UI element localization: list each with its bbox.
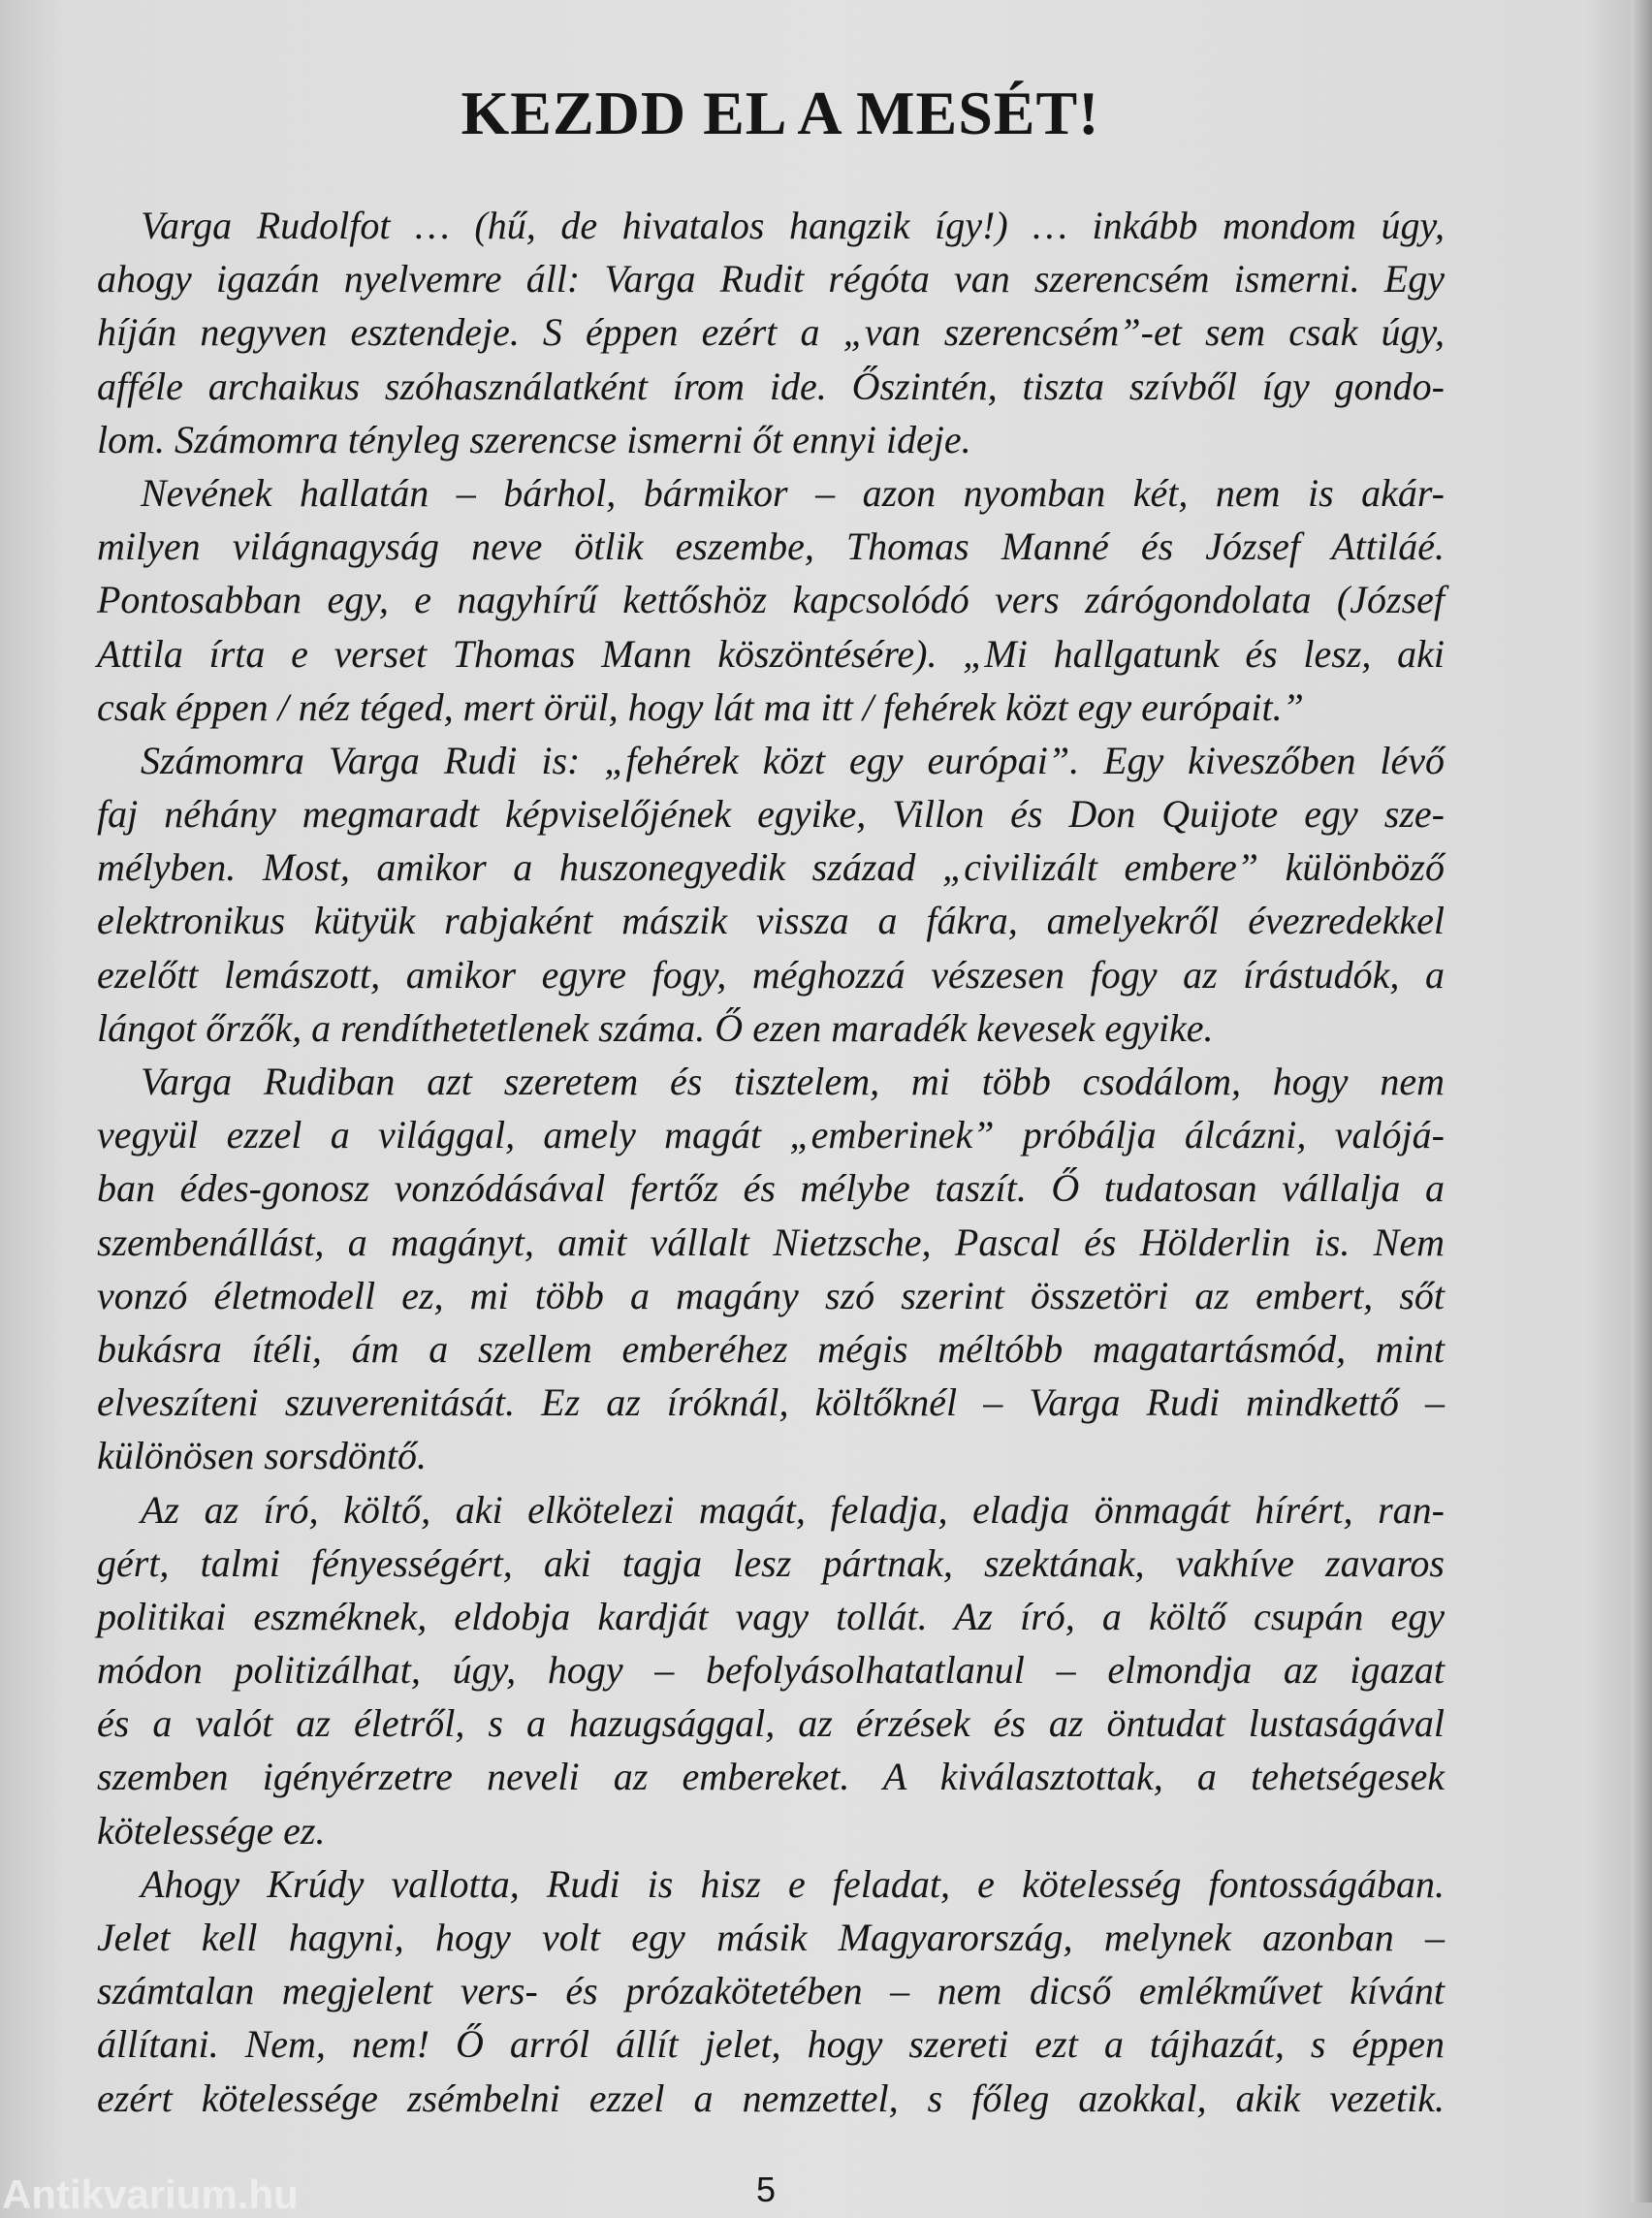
text-line: állítani. Nem, nem! Ő arról állít jelet, hogy szereti ezt a tájhazát, s éppen <box>97 2022 1445 2067</box>
text-line: Jelet kell hagyni, hogy volt egy másik Magyarország, melynek azonban – <box>97 1916 1445 1959</box>
text-line: Pontosabban egy, e nagyhírű kettőshöz kapcsolódó vers zárógondolata (József <box>97 578 1445 622</box>
text-line: mélyben. Most, amikor a huszonegyedik század „civilizált embere” különböző <box>97 845 1445 890</box>
text-line: ban édes-gonosz vonzódásával fertőz és mélybe taszít. Ő tudatosan vállalja a <box>97 1166 1445 1211</box>
text-line: Ahogy Krúdy vallotta, Rudi is hisz e feladat, e kötelesség fontosságában. <box>141 1861 1445 1906</box>
watermark: Antikvarium.hu <box>2 2171 299 2217</box>
text-line: ezért kötelessége zsémbelni ezzel a nemzettel, s főleg azokkal, akik vezetik. <box>97 2075 1445 2120</box>
text-line: különösen sorsdöntő. <box>97 1434 427 1478</box>
page-number: 5 <box>756 2170 777 2209</box>
text-line: lángot őrzők, a rendíthetetlenek száma. Ő ezen maradék kevesek egyike. <box>97 1005 1214 1050</box>
text-line: Nevének hallatán – bárhol, bármikor – azon nyomban két, nem is akár- <box>141 470 1445 515</box>
text-line: csak éppen / néz téged, mert örül, hogy lát ma itt / fehérek közt egy európait.” <box>97 684 1304 729</box>
text-line: gért, talmi fényességért, aki tagja lesz pártnak, szektának, vakhíve zavaros <box>97 1540 1445 1585</box>
text-line: Az az író, költő, aki elkötelezi magát, feladja, eladja önmagát hírért, ran- <box>141 1487 1445 1532</box>
text-line: vegyül ezzel a világgal, amely magát „emberinek” próbálja álcázni, valójá- <box>97 1113 1445 1157</box>
text-line: faj néhány megmaradt képviselőjének egyike, Villon és Don Quijote egy sze- <box>97 792 1445 837</box>
paragraph <box>97 734 1445 1055</box>
text-line: kötelessége ez. <box>97 1808 326 1853</box>
text-line: szembenállást, a magányt, amit vállalt Nietzsche, Pascal és Hölderlin is. Nem <box>97 1220 1445 1264</box>
text-line: elveszíteni szuverenitását. Ez az íróknál, költőknél – Varga Rudi mindkettő – <box>97 1380 1445 1425</box>
paragraph <box>97 199 1445 466</box>
text-line: szemben igényérzetre neveli az embereket. A kiválasztottak, a tehetségesek <box>97 1755 1445 1799</box>
text-line: ahogy igazán nyelvemre áll: Varga Rudit régóta van szerencsém ismerni. Egy <box>97 257 1445 301</box>
page-edge-shadow <box>1631 0 1652 2202</box>
text-line: Varga Rudolfot … (hű, de hivatalos hangzik így!) … inkább mondom úgy, <box>141 204 1445 247</box>
text-line: milyen világnagyság neve ötlik eszembe, Thomas Manné és József Attiláé. <box>97 524 1445 569</box>
text-line: ezelőtt lemászott, amikor egyre fogy, méghozzá vészesen fogy az írástudók, a <box>97 952 1445 997</box>
text-line: és a valót az életről, s a hazugsággal, az érzések és az öntudat lustaságával <box>97 1701 1445 1746</box>
paragraph <box>97 1483 1445 1857</box>
text-line: számtalan megjelent vers- és prózakötetében – nem dicső emlékművet kívánt <box>97 1969 1445 2013</box>
text-line: bukásra ítéli, ám a szellem emberéhez mégis méltóbb magatartásmód, mint <box>97 1326 1445 1371</box>
text-line: Varga Rudiban azt szeretem és tisztelem, mi több csodálom, hogy nem <box>141 1060 1445 1103</box>
page-title: KEZDD EL A MESÉT! <box>461 79 1100 147</box>
paragraph <box>97 1055 1445 1483</box>
text-line: vonzó életmodell ez, mi több a magány szó szerint összetöri az embert, sőt <box>97 1273 1445 1317</box>
text-line: Attila írta e verset Thomas Mann köszöntésére). „Mi hallgatunk és lesz, aki <box>97 631 1445 676</box>
paragraph <box>97 466 1445 734</box>
text-line: politikai eszméknek, eldobja kardját vagy tollát. Az író, a költő csupán egy <box>97 1594 1445 1638</box>
text-line: lom. Számomra tényleg szerencse ismerni őt ennyi ideje. <box>97 417 971 461</box>
paragraph <box>97 1857 1445 2125</box>
text-line: híján negyven esztendeje. S éppen ezért a „van szerencsém”-et sem csak úgy, <box>97 310 1445 355</box>
text-line: módon politizálhat, úgy, hogy – befolyásolhatatlanul – elmondja az igazat <box>97 1648 1445 1693</box>
text-line: Számomra Varga Rudi is: „fehérek közt egy európai”. Egy kiveszőben lévő <box>141 738 1445 782</box>
text-line: afféle archaikus szóhasználatként írom ide. Őszintén, tiszta szívből így gondo- <box>97 364 1445 408</box>
body-text <box>97 199 1445 2125</box>
text-line: elektronikus kütyük rabjaként mászik vissza a fákra, amelyekről évezredekkel <box>97 899 1445 943</box>
